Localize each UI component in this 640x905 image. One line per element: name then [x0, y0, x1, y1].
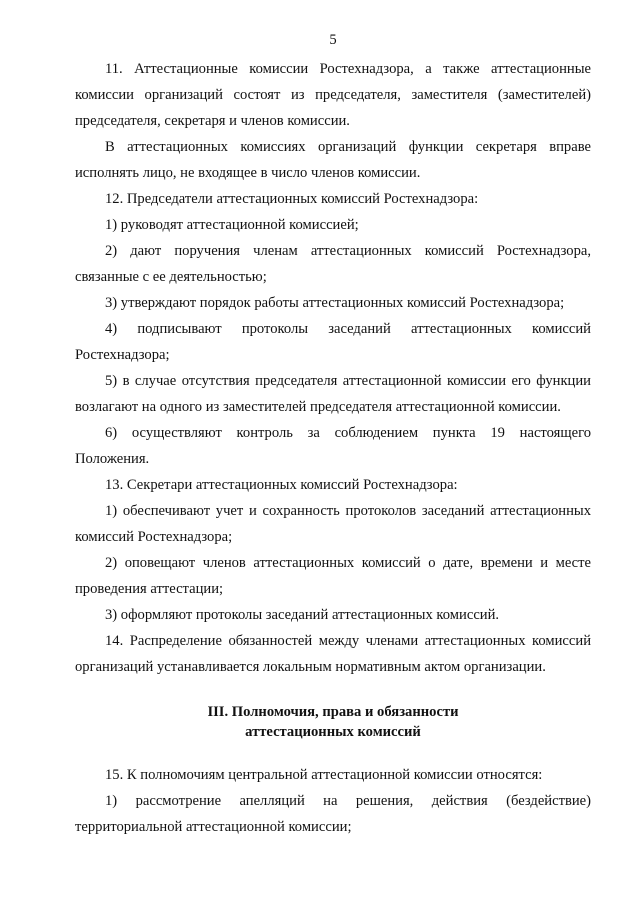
section-heading [75, 702, 591, 742]
list-item: 3) утверждают порядок работы аттестационных комиссий Ростехнадзора; [105, 295, 565, 311]
list-item: 1) руководят аттестационной комиссией; [105, 217, 359, 233]
paragraph-11: 11. Аттестационные комиссии Ростехнадзора, а также аттестационные комиссии организаций состоят из председателя, заместителя (заместителей) председателя, секретаря и членов комиссии. [75, 61, 591, 129]
list-item: 4) подписывают протоколы заседаний аттестационных комиссий Ростехнадзора; [75, 321, 591, 363]
list-item: 1) рассмотрение апелляций на решения, действия (бездействие) территориальной аттестационной комиссии; [75, 793, 591, 835]
list-item: 2) дают поручения членам аттестационных комиссий Ростехнадзора, связанные с ее деятельностью; [75, 243, 591, 285]
document-page [75, 30, 591, 840]
page-number: 5 [329, 32, 337, 48]
paragraph-13: 13. Секретари аттестационных комиссий Ростехнадзора: [105, 477, 458, 493]
paragraph-15: 15. К полномочиям центральной аттестационной комиссии относятся: [105, 767, 543, 783]
paragraph-14: 14. Распределение обязанностей между членами аттестационных комиссий организаций устанавливается локальным нормативным актом организации. [75, 633, 591, 675]
section-heading-line2: аттестационных комиссий [245, 724, 421, 740]
paragraph-secretary-note: В аттестационных комиссиях организаций функции секретаря вправе исполнять лицо, не входящее в число членов комиссии. [75, 139, 591, 181]
paragraph-12: 12. Председатели аттестационных комиссий Ростехнадзора: [105, 191, 479, 207]
list-item: 6) осуществляют контроль за соблюдением пункта 19 настоящего Положения. [75, 425, 591, 467]
section-heading-line1: III. Полномочия, права и обязанности [207, 704, 459, 720]
list-item: 1) обеспечивают учет и сохранность протоколов заседаний аттестационных комиссий Ростехнадзора; [75, 503, 591, 545]
list-item: 2) оповещают членов аттестационных комиссий о дате, времени и месте проведения аттестации; [75, 555, 591, 597]
list-item: 3) оформляют протоколы заседаний аттестационных комиссий. [105, 607, 500, 623]
list-item: 5) в случае отсутствия председателя аттестационной комиссии его функции возлагают на одного из заместителей председателя аттестационной комиссии. [75, 373, 591, 415]
